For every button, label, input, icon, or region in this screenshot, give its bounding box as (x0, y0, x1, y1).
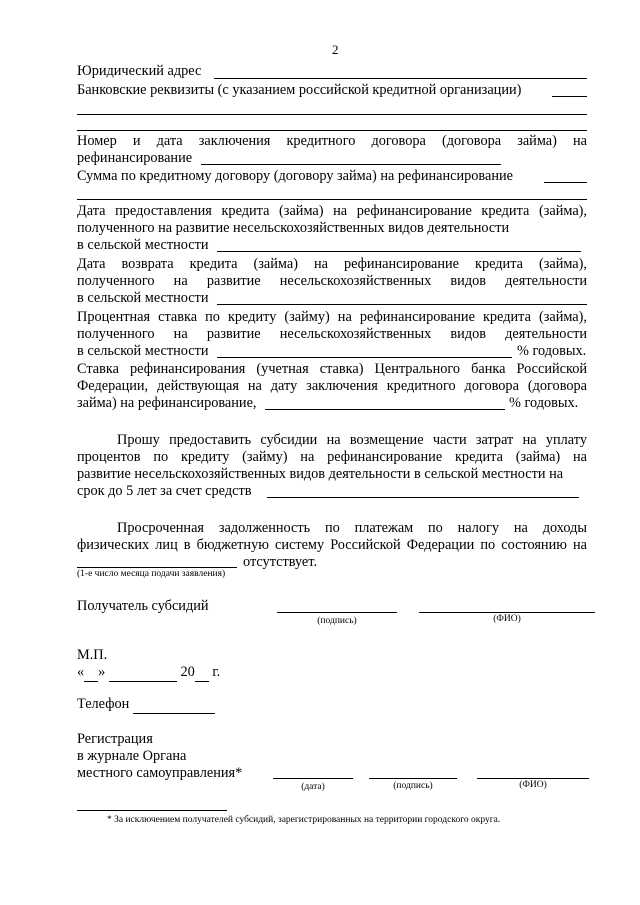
request-text-1: Прошу предоставить субсидии на возмещение части затрат на уплату (117, 432, 587, 448)
contract-label-1: Номер и дата заключения кредитного договора (договора займа) на (77, 133, 587, 149)
date-return-label-3: в сельской местности (77, 290, 209, 306)
recipient-fio-field[interactable] (419, 612, 595, 613)
contract-label-2: рефинансирование (77, 150, 193, 166)
registration-signature-caption: (подпись) (393, 781, 433, 791)
credit-sum-field-1[interactable] (544, 182, 587, 183)
contract-field[interactable] (201, 164, 501, 165)
credit-sum-field-2[interactable] (77, 199, 587, 200)
registration-fio-caption: (ФИО) (519, 780, 547, 790)
registration-date-caption: (дата) (301, 782, 325, 792)
registration-label-2: в журнале Органа (77, 748, 187, 764)
overdue-text-3: отсутствует. (243, 554, 318, 570)
refi-suffix: % годовых. (509, 395, 579, 411)
date-granted-field[interactable] (217, 251, 581, 252)
phone-label: Телефон (77, 696, 130, 712)
legal-address-label: Юридический адрес (77, 63, 202, 79)
registration-label-3: местного самоуправления* (77, 765, 243, 781)
registration-date-field[interactable] (273, 778, 353, 779)
year-prefix: 20 (180, 664, 195, 680)
date-close-quote: » (98, 664, 106, 680)
refi-label-1: Ставка рефинансирования (учетная ставка) Центрального банка Российской (77, 361, 587, 377)
registration-fio-field[interactable] (477, 778, 589, 779)
legal-address-field[interactable] (214, 78, 587, 79)
date-return-label-2: полученного на развитие несельскохозяйственных видов деятельности (77, 273, 587, 289)
rate-label-3: в сельской местности (77, 343, 209, 359)
page-number: 2 (332, 42, 339, 57)
overdue-text-1: Просроченная задолженность по платежам по налогу на доходы (117, 520, 587, 536)
registration-label-1: Регистрация (77, 731, 153, 747)
rate-field[interactable] (217, 357, 512, 358)
registration-signature-field[interactable] (369, 778, 457, 779)
phone-field[interactable] (133, 696, 215, 714)
refi-label-2: Федерации, действующая на дату заключения кредитного договора (договора (77, 378, 587, 394)
footnote-divider (77, 810, 227, 811)
year-suffix: г. (212, 664, 221, 680)
month-field[interactable] (109, 664, 177, 682)
stamp-label: М.П. (77, 647, 108, 663)
year-field[interactable] (195, 664, 209, 682)
refi-field[interactable] (265, 409, 505, 410)
rate-suffix: % годовых. (517, 343, 587, 359)
recipient-signature-caption: (подпись) (317, 616, 357, 626)
rate-label-1: Процентная ставка по кредиту (займу) на рефинансирование кредита (займа), (77, 309, 587, 325)
credit-sum-label: Сумма по кредитному договору (договору займа) на рефинансирование (77, 168, 513, 184)
refi-label-3: займа) на рефинансирование, (77, 395, 257, 411)
date-granted-label-3: в сельской местности (77, 237, 209, 253)
phone-row (77, 696, 215, 714)
overdue-note: (1-е число месяца подачи заявления) (77, 569, 226, 579)
bank-details-label: Банковские реквизиты (с указанием российской кредитной организации) (77, 82, 522, 98)
request-text-3: развитие несельскохозяйственных видов деятельности в сельской местности на (77, 466, 564, 482)
bank-details-field-2[interactable] (77, 114, 587, 115)
date-open-quote: « (77, 664, 85, 680)
request-funds-field[interactable] (267, 497, 579, 498)
rate-label-2: полученного на развитие несельскохозяйственных видов деятельности (77, 326, 587, 342)
request-text-2: процентов по кредиту (займу) на рефинансирование кредита (займа) на (77, 449, 587, 465)
date-granted-label-2: полученного на развитие несельскохозяйственных видов деятельности (77, 220, 510, 236)
request-text-4: срок до 5 лет за счет средств (77, 483, 252, 499)
bank-details-field-3[interactable] (77, 130, 587, 131)
bank-details-field-1[interactable] (552, 96, 587, 97)
date-return-label-1: Дата возврата кредита (займа) на рефинансирование кредита (займа), (77, 256, 587, 272)
overdue-date-field[interactable] (77, 567, 237, 568)
date-granted-label-1: Дата предоставления кредита (займа) на рефинансирование кредита (займа), (77, 203, 587, 219)
footnote: * За исключением получателей субсидий, зарегистрированных на территории городского округа. (107, 815, 501, 825)
overdue-text-2: физических лиц в бюджетную систему Российской Федерации по состоянию на (77, 537, 587, 553)
date-line (77, 664, 220, 682)
recipient-fio-caption: (ФИО) (493, 614, 521, 624)
day-field[interactable] (84, 664, 98, 682)
recipient-label: Получатель субсидий (77, 598, 209, 614)
date-return-field[interactable] (217, 304, 587, 305)
recipient-signature-field[interactable] (277, 612, 397, 613)
